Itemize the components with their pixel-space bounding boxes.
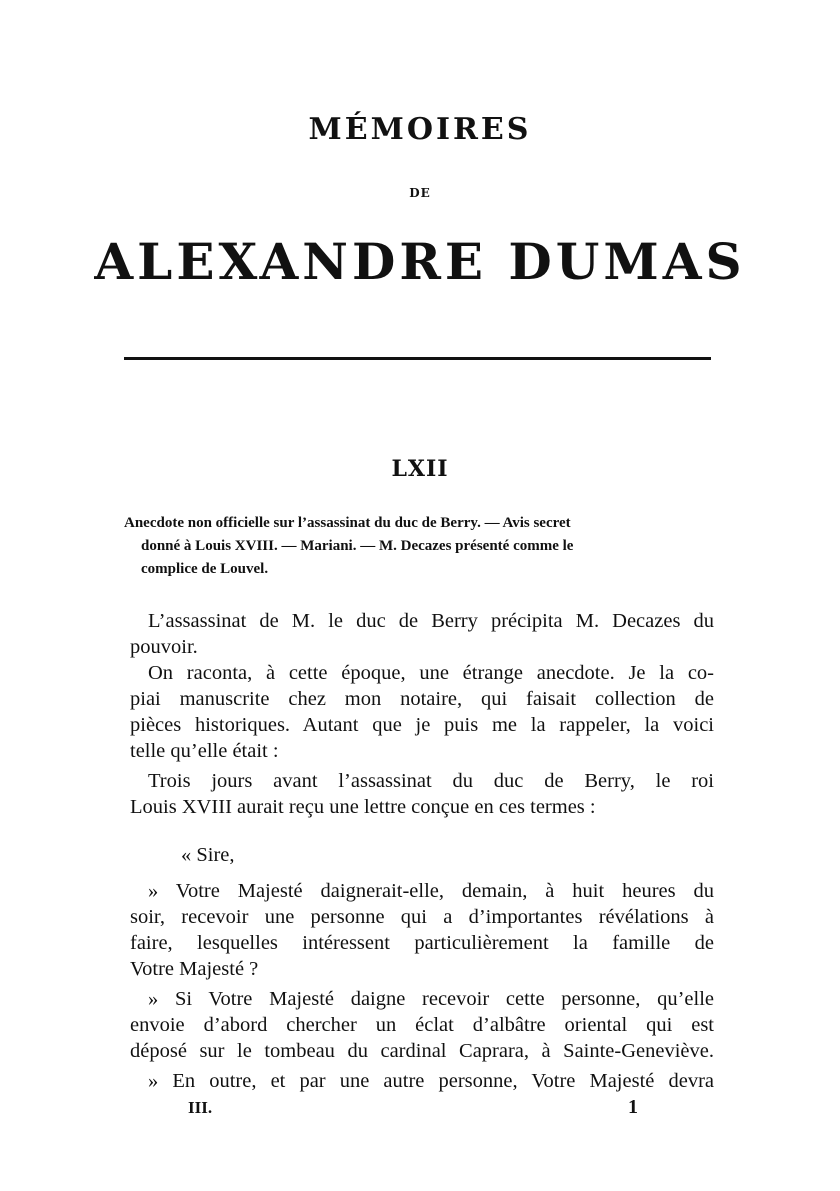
text-line: faire, lesquelles intéressent particulièrement la famille de bbox=[130, 932, 714, 954]
text-line: soir, recevoir une personne qui a d’importantes révélations à bbox=[130, 906, 714, 928]
text-line: pouvoir. bbox=[130, 636, 198, 658]
text-line: » Votre Majesté daignerait-elle, demain, à huit heures du bbox=[148, 880, 714, 902]
text-line: » Si Votre Majesté daigne recevoir cette personne, qu’elle bbox=[148, 988, 714, 1010]
text-line: » En outre, et par une autre personne, Votre Majesté devra bbox=[148, 1070, 714, 1092]
summary-line: Anecdote non officielle sur l’assassinat du duc de Berry. — Avis secret bbox=[124, 515, 571, 531]
paragraph-5 bbox=[130, 986, 714, 1064]
text-line: Votre Majesté ? bbox=[130, 958, 259, 980]
letter-salutation: « Sire, bbox=[181, 844, 235, 866]
text-line: On raconta, à cette époque, une étrange anecdote. Je la co- bbox=[148, 662, 714, 684]
summary-line: donné à Louis XVIII. — Mariani. — M. Decazes présenté comme le bbox=[141, 538, 574, 554]
signature-marker: 1 bbox=[628, 1096, 638, 1118]
title-rule bbox=[124, 357, 711, 360]
paragraph-1 bbox=[130, 608, 714, 660]
chapter-summary bbox=[124, 512, 712, 581]
text-line: Louis XVIII aurait reçu une lettre conçue en ces termes : bbox=[130, 796, 596, 818]
text-line: déposé sur le tombeau du cardinal Caprara, à Sainte-Geneviève. bbox=[130, 1040, 714, 1062]
title-de: DE bbox=[409, 186, 431, 200]
text-line: telle qu’elle était : bbox=[130, 740, 279, 762]
text-line: pièces historiques. Autant que je puis me la rappeler, la voici bbox=[130, 714, 714, 736]
text-line: envoie d’abord chercher un éclat d’albâtre oriental qui est bbox=[130, 1014, 714, 1036]
summary-line: complice de Louvel. bbox=[141, 561, 269, 577]
paragraph-3 bbox=[130, 768, 714, 820]
text-line: Trois jours avant l’assassinat du duc de Berry, le roi bbox=[148, 770, 714, 792]
chapter-number: LXII bbox=[391, 456, 449, 482]
text-line: piai manuscrite chez mon notaire, qui faisait collection de bbox=[130, 688, 714, 710]
paragraph-6 bbox=[130, 1068, 714, 1094]
paragraph-4 bbox=[130, 878, 714, 982]
paragraph-2 bbox=[130, 660, 714, 764]
title-author: ALEXANDRE DUMAS bbox=[94, 232, 746, 291]
text-line: L’assassinat de M. le duc de Berry précipita M. Decazes du bbox=[148, 610, 714, 632]
volume-marker: III. bbox=[188, 1098, 213, 1117]
title-memoires: MÉMOIRES bbox=[308, 112, 532, 147]
